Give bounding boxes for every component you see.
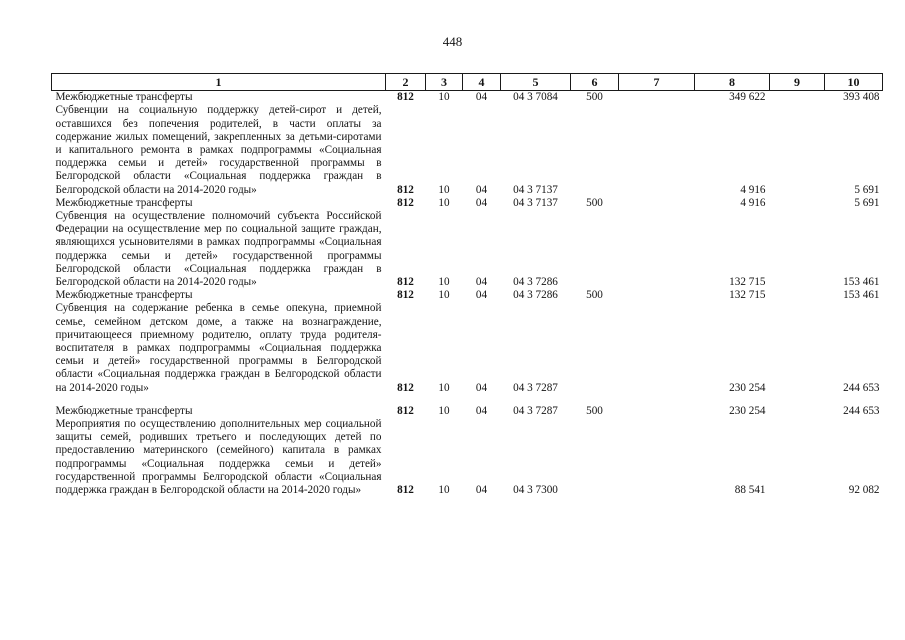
cell-code-2: 812 [397, 196, 414, 209]
cell-empty-7 [619, 289, 695, 302]
cell-code-5: 04 3 7137 [513, 183, 558, 196]
column-header-9: 9 [770, 74, 825, 91]
row-description: Мероприятия по осуществлению дополнительных мер социальной защиты семей, родивших третьего и последующих детей по предоставлению материнского (семейного) капитала в рамках подпрограммы «Социальная поддержка семьи и детей» государственной программы Белгородской области «Социальная поддержка граждан в Белгородской области на 2014-2020 годы» [55, 418, 382, 497]
cell-code-4: 04 [475, 196, 488, 209]
cell-code-4: 04 [475, 484, 488, 497]
cell-code-3: 10 [438, 289, 450, 302]
cell-code-3: 10 [438, 91, 450, 104]
cell-code-4: 04 [475, 381, 488, 394]
cell-empty-9 [770, 302, 825, 394]
table-row [52, 197, 883, 210]
cell-code-5: 04 3 7300 [513, 484, 558, 497]
column-header-8: 8 [695, 74, 770, 91]
cell-amount-10: 153 461 [843, 276, 880, 289]
cell-empty-9 [770, 418, 825, 497]
cell-amount-8: 132 715 [729, 276, 766, 289]
table-row [52, 418, 883, 497]
budget-table [51, 73, 883, 497]
cell-code-5: 04 3 7287 [513, 404, 558, 417]
cell-code-4: 04 [475, 183, 488, 196]
cell-empty-7 [619, 405, 695, 418]
cell-code-5: 04 3 7084 [513, 91, 558, 104]
row-description: Субвенции на социальную поддержку детей-сирот и детей, оставшихся без попечения родителей, в части оплаты за содержание жилых помещений, закрепленных за детьми-сиротами и капитального ремонта в рамках подпрограммы «Социальная поддержка семьи и детей» государственной программы в Белгородской области «Социальная поддержка граждан в Белгородской области на 2014-2020 годы» [55, 104, 382, 196]
cell-amount-10: 244 653 [843, 381, 880, 394]
cell-code-3: 10 [438, 276, 450, 289]
column-header-4: 4 [463, 74, 501, 91]
cell-code-6 [571, 302, 619, 394]
row-description: Межбюджетные трансферты [55, 91, 193, 104]
table-row [52, 302, 883, 394]
column-header-3: 3 [426, 74, 463, 91]
cell-code-4: 04 [475, 276, 488, 289]
cell-code-6 [571, 418, 619, 497]
cell-empty-7 [619, 210, 695, 289]
table-row [52, 210, 883, 289]
row-description: Межбюджетные трансферты [55, 404, 193, 417]
cell-empty-9 [770, 197, 825, 210]
cell-empty-9 [770, 405, 825, 418]
cell-code-2: 812 [397, 289, 414, 302]
cell-empty-9 [770, 104, 825, 196]
cell-code-6: 500 [586, 289, 603, 302]
table-row [52, 289, 883, 302]
column-header-1: 1 [52, 74, 386, 91]
row-description: Межбюджетные трансферты [55, 289, 193, 302]
cell-code-6: 500 [586, 196, 603, 209]
cell-empty-9 [770, 289, 825, 302]
cell-code-6 [571, 104, 619, 196]
page-number: 448 [442, 34, 463, 49]
cell-code-5: 04 3 7286 [513, 276, 558, 289]
cell-empty-9 [770, 91, 825, 105]
column-header-10: 10 [825, 74, 883, 91]
table-row [52, 91, 883, 105]
table-row [52, 104, 883, 196]
cell-amount-8: 230 254 [729, 381, 766, 394]
column-header-5: 5 [501, 74, 571, 91]
row-description: Субвенция на содержание ребенка в семье опекуна, приемной семье, семейном детском доме, а также на вознаграждение, причитающееся приемному родителю, оплату труда родителя-воспитателя в рамках подпрограммы «Социальная поддержка семьи и детей» государственной программы в Белгородской области «Социальная поддержка граждан в Белгородской области на 2014-2020 годы» [55, 302, 382, 394]
cell-amount-8: 349 622 [729, 91, 766, 104]
cell-code-3: 10 [438, 183, 450, 196]
column-header-6: 6 [571, 74, 619, 91]
cell-empty-7 [619, 91, 695, 105]
cell-amount-10: 5 691 [854, 196, 880, 209]
cell-empty-7 [619, 104, 695, 196]
column-number-row [52, 74, 883, 91]
cell-amount-10: 244 653 [843, 404, 880, 417]
table-row [52, 405, 883, 418]
cell-code-2: 812 [397, 276, 414, 289]
column-header-7: 7 [619, 74, 695, 91]
cell-amount-8: 4 916 [740, 196, 766, 209]
cell-code-2: 812 [397, 404, 414, 417]
cell-amount-10: 92 082 [848, 484, 880, 497]
cell-code-4: 04 [475, 91, 488, 104]
cell-code-2: 812 [397, 381, 414, 394]
cell-empty-7 [619, 197, 695, 210]
cell-code-6: 500 [586, 91, 603, 104]
column-header-2: 2 [386, 74, 426, 91]
spacer-cell [52, 395, 883, 405]
cell-amount-10: 393 408 [843, 91, 880, 104]
cell-code-5: 04 3 7137 [513, 196, 558, 209]
cell-code-4: 04 [475, 404, 488, 417]
cell-amount-8: 88 541 [734, 484, 766, 497]
cell-amount-8: 4 916 [740, 183, 766, 196]
cell-code-2: 812 [397, 91, 414, 104]
row-description: Субвенция на осуществление полномочий субъекта Российской Федерации на осуществление мер по социальной защите граждан, являющихся усыновителями в рамках подпрограммы «Социальная поддержка семьи и детей» государственной программы Белгородской области «Социальная поддержка граждан в Белгородской области на 2014-2020 годы» [55, 210, 382, 289]
cell-amount-8: 230 254 [729, 404, 766, 417]
cell-code-5: 04 3 7287 [513, 381, 558, 394]
cell-amount-10: 153 461 [843, 289, 880, 302]
cell-amount-8: 132 715 [729, 289, 766, 302]
cell-code-2: 812 [397, 183, 414, 196]
cell-amount-10: 5 691 [854, 183, 880, 196]
cell-code-3: 10 [438, 404, 450, 417]
cell-code-3: 10 [438, 381, 450, 394]
cell-empty-9 [770, 210, 825, 289]
cell-code-2: 812 [397, 484, 414, 497]
cell-code-4: 04 [475, 289, 488, 302]
cell-empty-7 [619, 418, 695, 497]
cell-code-6 [571, 210, 619, 289]
cell-empty-7 [619, 302, 695, 394]
cell-code-3: 10 [438, 196, 450, 209]
row-description: Межбюджетные трансферты [55, 196, 193, 209]
cell-code-5: 04 3 7286 [513, 289, 558, 302]
cell-code-6: 500 [586, 404, 603, 417]
spacer-row [52, 395, 883, 405]
cell-code-3: 10 [438, 484, 450, 497]
